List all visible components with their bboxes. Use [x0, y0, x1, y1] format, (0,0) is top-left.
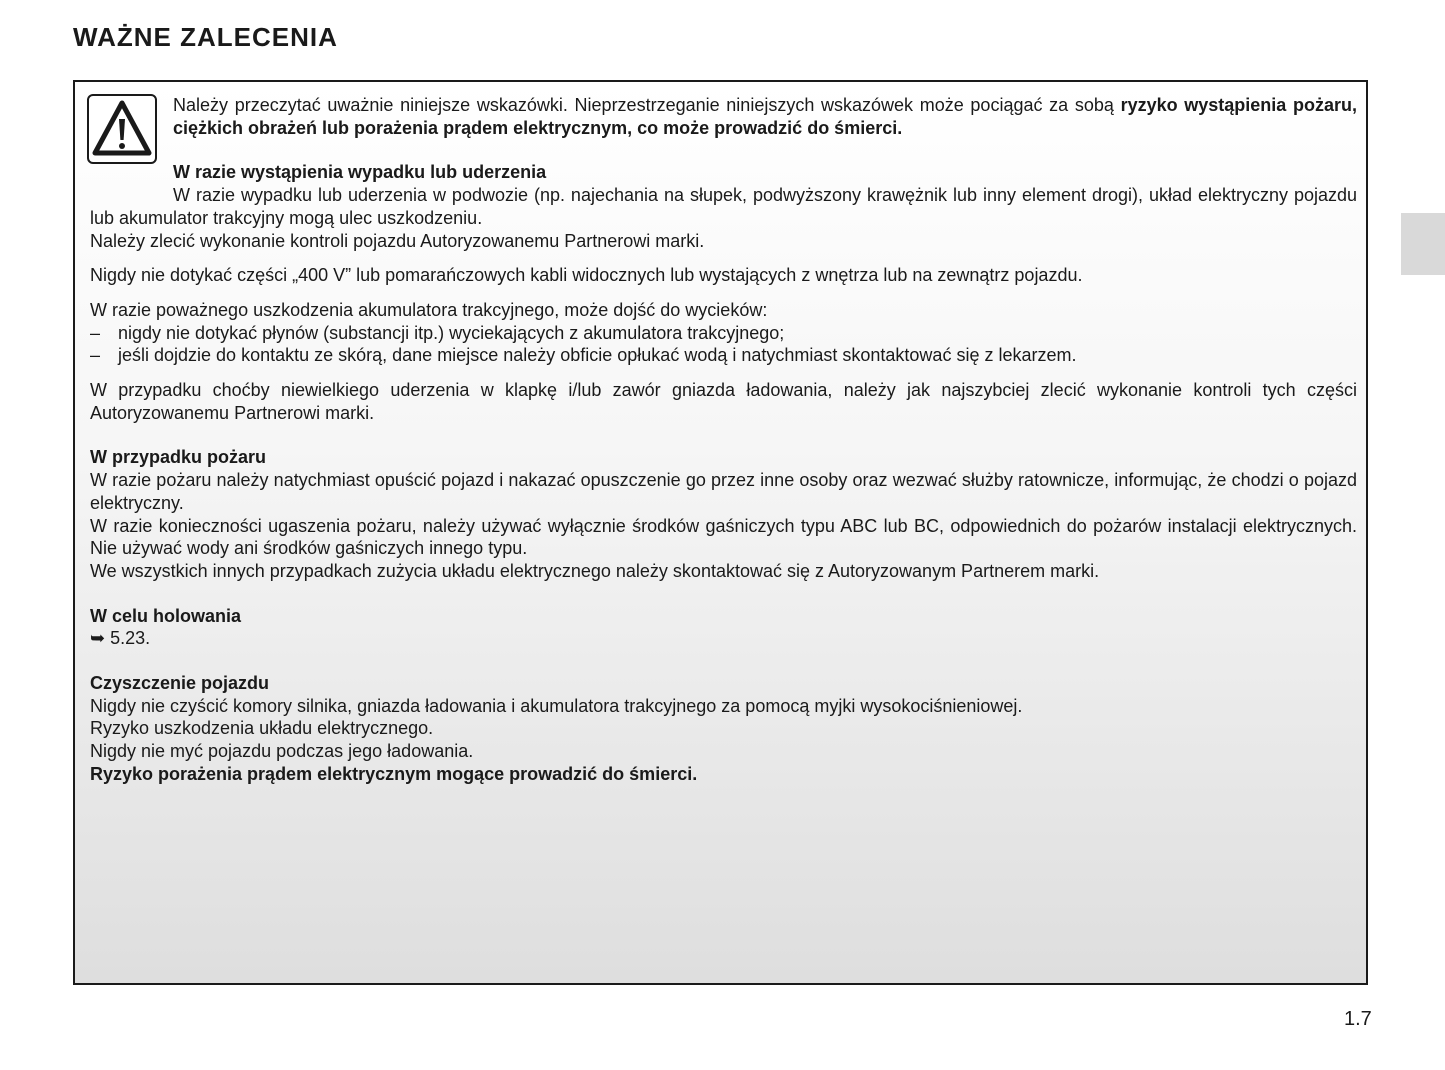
fire-paragraph-1: W razie pożaru należy natychmiast opuścić pojazd i nakazać opuszczenie go przez inne osoby oraz wezwać służby ratownicze, informując, że chodzi o pojazd elektryczny.	[90, 470, 1357, 513]
accident-paragraph-2: Należy zlecić wykonanie kontroli pojazdu Autoryzowanemu Partnerowi marki.	[90, 230, 705, 251]
section-tab	[1401, 213, 1445, 275]
page-number: 1.7	[1344, 1008, 1372, 1030]
towing-reference-text: 5.23.	[110, 628, 151, 649]
cleaning-heading: Czyszczenie pojazdu	[90, 673, 270, 694]
towing-heading: W celu holowania	[90, 605, 242, 626]
list-item-text: jeśli dojdzie do kontaktu ze skórą, dane miejsce należy obficie opłukać wodą i natychmiast skontaktować się z lekarzem.	[118, 345, 1077, 366]
warning-box	[73, 80, 1368, 985]
cleaning-paragraph-4: Ryzyko porażenia prądem elektrycznym mogące prowadzić do śmierci.	[90, 763, 698, 784]
cleaning-paragraph-3: Nigdy nie myć pojazdu podczas jego ładowania.	[90, 741, 474, 762]
list-item	[90, 344, 1357, 367]
towing-reference	[90, 627, 1357, 650]
fire-heading: W przypadku pożaru	[90, 447, 267, 468]
page-title: WAŻNE ZALECENIA	[73, 22, 338, 52]
accident-paragraph-4: W razie poważnego uszkodzenia akumulatora trakcyjnego, może dojść do wycieków:	[90, 299, 768, 320]
cleaning-paragraph-2: Ryzyko uszkodzenia układu elektrycznego.	[90, 718, 434, 739]
intro-text: Należy przeczytać uważnie niniejsze wskazówki. Nieprzestrzeganie niniejszych wskazówek może pociągać za sobą	[173, 95, 1121, 115]
intro-bold-text: ryzyko wystąpienia pożaru, ciężkich obrażeń lub porażenia prądem elektrycznym, co może prowadzić do śmierci.	[173, 95, 1357, 138]
cleaning-paragraph-1: Nigdy nie czyścić komory silnika, gniazda ładowania i akumulatora trakcyjnego za pomocą myjki wysokociśnieniowej.	[90, 695, 1023, 716]
fire-paragraph-2: W razie konieczności ugaszenia pożaru, należy używać wyłącznie środków gaśniczych typu ABC lub BC, odpowiednich do pożarów instalacji elektrycznych. Nie używać wody ani środków gaśniczych innego typu.	[90, 515, 1357, 559]
fire-paragraph-3: We wszystkich innych przypadkach zużycia układu elektrycznego należy skontaktować się z Autoryzowanym Partnerem marki.	[90, 560, 1100, 581]
accident-heading: W razie wystąpienia wypadku lub uderzenia	[173, 162, 547, 183]
list-dash: –	[90, 345, 101, 366]
accident-paragraph-3: Nigdy nie dotykać części „400 V” lub pomarańczowych kabli widocznych lub wystających z wnętrza lub na zewnątrz pojazdu.	[90, 265, 1083, 286]
list-dash: –	[90, 322, 101, 343]
accident-paragraph-5: W przypadku choćby niewielkiego uderzenia w klapkę i/lub zawór gniazda ładowania, należy jak najszybciej zlecić wykonanie kontroli tych części Autoryzowanemu Partnerowi marki.	[90, 380, 1357, 423]
arrow-right-icon: ➥	[90, 628, 106, 649]
accident-paragraph-1: W razie wypadku lub uderzenia w podwozie (np. najechania na słupek, podwyższony krawężnik lub inny element drogi), układ elektryczny pojazdu lub akumulator trakcyjny mogą ulec uszkodzeniu.	[90, 185, 1357, 228]
intro-paragraph	[90, 94, 1357, 139]
list-item	[90, 322, 1357, 345]
list-item-text: nigdy nie dotykać płynów (substancji itp.) wyciekających z akumulatora trakcyjnego;	[118, 322, 785, 343]
warning-content	[90, 94, 1357, 786]
